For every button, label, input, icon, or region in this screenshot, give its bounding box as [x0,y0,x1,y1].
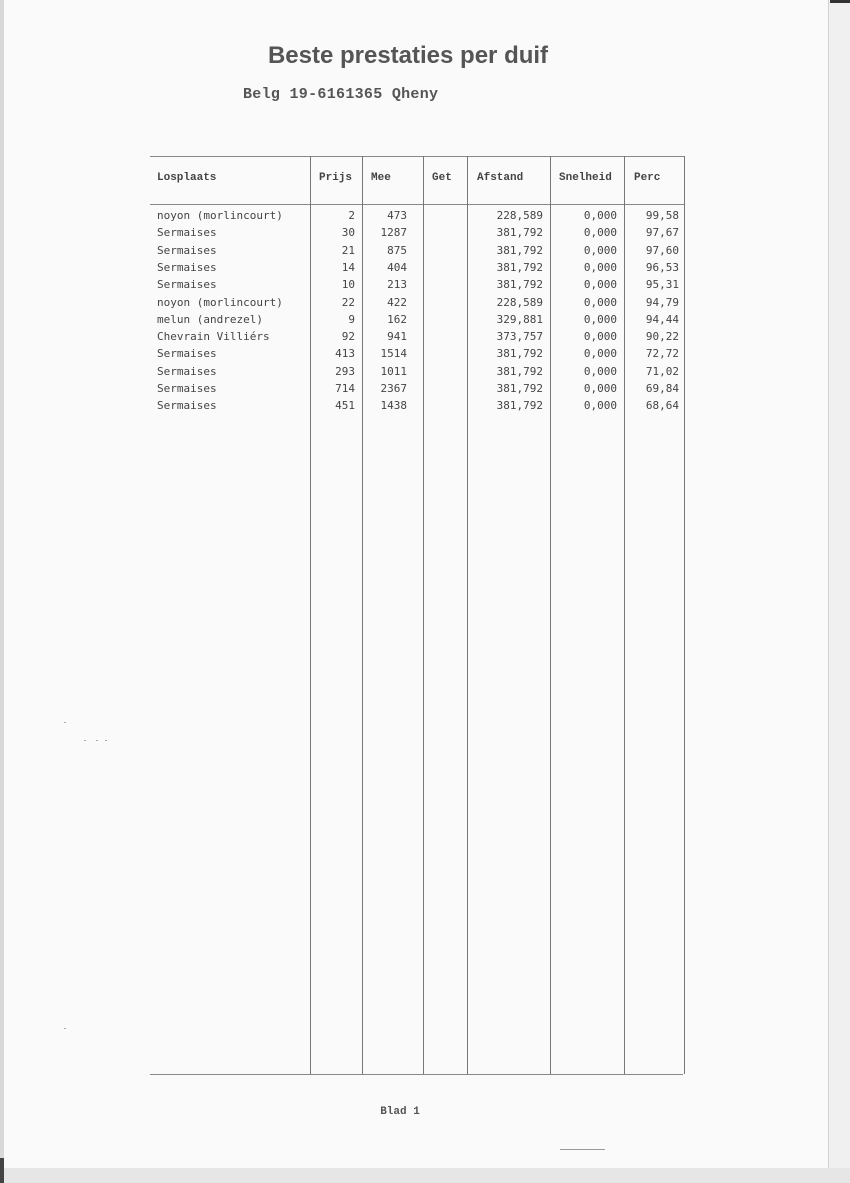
cell-afstand: 381,792 [496,243,543,257]
cell-perc: 69,84 [645,382,679,395]
cell-snelheid: 0,000 [583,382,617,395]
table-row [0,207,850,224]
cell-get [425,242,463,259]
cell-losplaats: noyon (morlincourt) [157,209,283,222]
cell-losplaats: Sermaises [157,364,217,378]
cell-perc: 90,22 [645,330,679,344]
cell-get [425,345,463,362]
cell-snelheid: 0,000 [583,399,617,413]
cell-mee: 875 [387,243,407,257]
cell-mee: 941 [387,330,407,344]
cell-mee: 1514 [380,347,407,361]
cell-get [425,259,463,276]
cell-mee: 404 [387,260,407,274]
cell-get [425,224,463,241]
table-row [0,328,850,345]
cell-losplaats: Sermaises [157,278,217,292]
cell-snelheid: 0,000 [583,347,617,361]
cell-losplaats: Sermaises [157,226,217,240]
table-row [0,397,850,414]
table-row [0,363,850,380]
cell-losplaats: Sermaises [157,243,217,257]
cell-snelheid: 0,000 [583,209,617,222]
cell-prijs: 10 [341,278,355,292]
column-header-perc: Perc [634,172,661,184]
cell-prijs: 21 [341,243,355,257]
cell-prijs: 293 [335,364,355,378]
cell-mee: 213 [387,278,407,292]
cell-get [425,207,463,224]
cell-perc: 95,31 [645,278,679,292]
table-bottom-rule [150,1074,683,1075]
cell-get [425,276,463,293]
cell-afstand: 228,589 [496,209,543,222]
column-header-get: Get [432,172,452,184]
cell-afstand: 381,792 [496,364,543,378]
cell-get [425,311,463,328]
table-row [0,294,850,311]
cell-afstand: 381,792 [496,226,543,240]
cell-perc: 99,58 [645,209,679,222]
cell-snelheid: 0,000 [583,330,617,344]
cell-afstand: 373,757 [496,330,543,344]
cell-perc: 94,79 [645,295,679,309]
cell-prijs: 413 [335,347,355,361]
cell-snelheid: 0,000 [583,226,617,240]
cell-mee: 1287 [380,226,407,240]
column-header-afstand: Afstand [477,172,524,184]
table-header-rule [150,204,685,205]
cell-get [425,328,463,345]
pigeon-id: Belg 19-6161365 Qheny [243,86,439,103]
cell-afstand: 381,792 [496,382,543,395]
table-top-rule [150,156,685,157]
table-row [0,380,850,397]
cell-mee: 1011 [380,364,407,378]
cell-perc: 97,60 [645,243,679,257]
cell-get [425,380,463,397]
page-title: Beste prestaties per duif [267,42,549,69]
cell-mee: 422 [387,295,407,309]
cell-snelheid: 0,000 [583,278,617,292]
cell-afstand: 381,792 [496,399,543,413]
table-row [0,259,850,276]
cell-get [425,363,463,380]
cell-mee: 2367 [380,382,407,395]
column-header-mee: Mee [371,172,391,184]
column-header-losplaats: Losplaats [157,172,217,184]
cell-get [425,397,463,414]
table-row [0,242,850,259]
cell-perc: 68,64 [645,399,679,413]
cell-mee: 1438 [380,399,407,413]
table-row [0,311,850,328]
cell-mee: 473 [387,209,407,222]
cell-perc: 96,53 [645,260,679,274]
cell-afstand: 381,792 [496,347,543,361]
cell-losplaats: Chevrain Villiérs [157,330,270,344]
cell-prijs: 22 [341,295,355,309]
cell-perc: 97,67 [645,226,679,240]
cell-losplaats: melun (andrezel) [157,312,263,326]
cell-snelheid: 0,000 [583,295,617,309]
cell-losplaats: noyon (morlincourt) [157,295,283,309]
cell-prijs: 92 [341,330,355,344]
cell-afstand: 329,881 [496,312,543,326]
cell-afstand: 228,589 [496,295,543,309]
table-row [0,345,850,362]
cell-prijs: 30 [341,226,355,240]
table-row [0,224,850,241]
cell-snelheid: 0,000 [583,312,617,326]
table-row [0,276,850,293]
cell-prijs: 14 [341,260,355,274]
column-header-prijs: Prijs [319,172,353,184]
cell-snelheid: 0,000 [583,243,617,257]
cell-losplaats: Sermaises [157,382,217,395]
cell-losplaats: Sermaises [157,260,217,274]
cell-losplaats: Sermaises [157,347,217,361]
cell-get [425,294,463,311]
cell-snelheid: 0,000 [583,364,617,378]
cell-prijs: 9 [348,312,355,326]
page-number: Blad 1 [380,1106,420,1118]
bottom-rule [560,1149,605,1150]
cell-mee: 162 [387,312,407,326]
cell-afstand: 381,792 [496,278,543,292]
cell-perc: 72,72 [645,347,679,361]
cell-prijs: 714 [335,382,355,395]
cell-prijs: 2 [348,209,355,222]
cell-afstand: 381,792 [496,260,543,274]
cell-prijs: 451 [335,399,355,413]
cell-perc: 94,44 [645,312,679,326]
cell-perc: 71,02 [645,364,679,378]
cell-losplaats: Sermaises [157,399,217,413]
column-header-snelheid: Snelheid [559,172,612,184]
cell-snelheid: 0,000 [583,260,617,274]
